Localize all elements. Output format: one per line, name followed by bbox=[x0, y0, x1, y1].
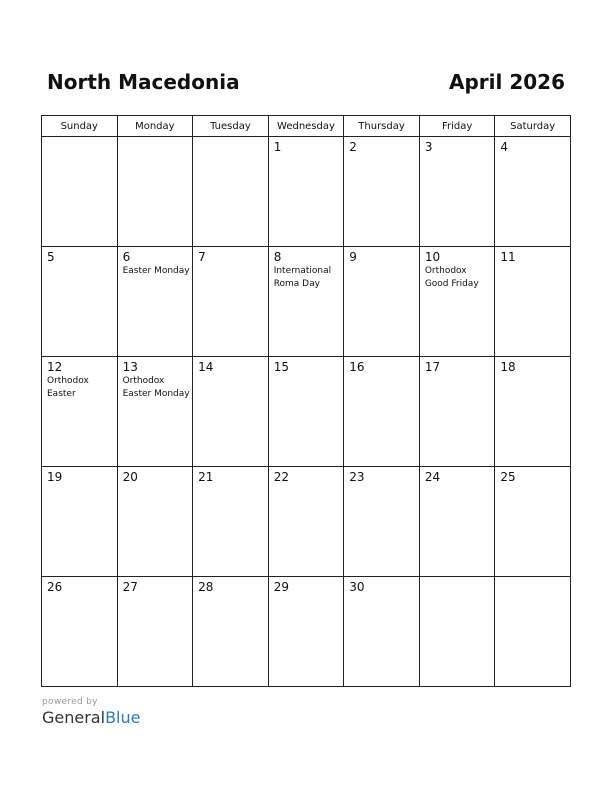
day-cell bbox=[193, 137, 269, 247]
day-cell bbox=[117, 467, 193, 577]
powered-by-label: powered by bbox=[42, 697, 98, 707]
day-number: 12 bbox=[47, 360, 63, 374]
day-number: 16 bbox=[349, 360, 365, 374]
week-row bbox=[42, 357, 571, 467]
footer bbox=[42, 697, 140, 727]
day-number: 25 bbox=[500, 470, 516, 484]
day-number: 14 bbox=[198, 360, 214, 374]
day-cell bbox=[42, 247, 118, 357]
day-cell bbox=[268, 357, 344, 467]
weekday-thursday: Thursday bbox=[344, 116, 420, 137]
day-cell bbox=[495, 137, 571, 247]
week-row bbox=[42, 577, 571, 687]
day-cell bbox=[495, 247, 571, 357]
holiday-label: Orthodox Easter Monday bbox=[122, 376, 190, 399]
weekday-friday: Friday bbox=[419, 116, 495, 137]
day-cell bbox=[117, 577, 193, 687]
day-cell bbox=[193, 467, 269, 577]
holiday-label: International Roma Day bbox=[273, 266, 332, 289]
day-cell bbox=[193, 247, 269, 357]
weekday-tuesday: Tuesday bbox=[193, 116, 269, 137]
day-cell bbox=[344, 357, 420, 467]
day-cell bbox=[42, 357, 118, 467]
day-cell bbox=[344, 247, 420, 357]
day-cell bbox=[117, 247, 193, 357]
week-row bbox=[42, 137, 571, 247]
weekday-sunday: Sunday bbox=[42, 116, 118, 137]
day-cell bbox=[419, 357, 495, 467]
day-cell bbox=[193, 577, 269, 687]
day-number: 24 bbox=[424, 470, 441, 484]
day-number: 18 bbox=[500, 360, 516, 374]
day-number: 1 bbox=[273, 140, 282, 154]
day-number: 30 bbox=[349, 580, 365, 594]
day-number: 13 bbox=[122, 360, 138, 374]
week-row bbox=[42, 467, 571, 577]
day-number: 6 bbox=[122, 250, 131, 264]
day-number: 17 bbox=[424, 360, 441, 374]
day-cell bbox=[42, 467, 118, 577]
holiday-label: Easter Monday bbox=[122, 266, 190, 276]
brand-part2: Blue bbox=[105, 708, 141, 727]
day-number: 4 bbox=[500, 140, 509, 154]
day-cell bbox=[268, 247, 344, 357]
day-cell bbox=[344, 577, 420, 687]
day-cell bbox=[268, 137, 344, 247]
day-cell bbox=[268, 577, 344, 687]
day-number: 7 bbox=[198, 250, 206, 264]
day-cell bbox=[193, 357, 269, 467]
day-number: 10 bbox=[424, 250, 441, 264]
day-cell bbox=[495, 577, 571, 687]
day-number: 5 bbox=[47, 250, 55, 264]
day-cell bbox=[419, 577, 495, 687]
day-number: 8 bbox=[273, 250, 282, 264]
weekday-header-row bbox=[42, 116, 571, 137]
day-cell bbox=[268, 467, 344, 577]
day-number: 29 bbox=[273, 580, 289, 594]
day-number: 28 bbox=[198, 580, 214, 594]
day-number: 26 bbox=[47, 580, 63, 594]
country-title: North Macedonia bbox=[47, 70, 240, 94]
day-cell bbox=[419, 247, 495, 357]
day-cell bbox=[344, 137, 420, 247]
day-number: 15 bbox=[273, 360, 289, 374]
calendar-header bbox=[47, 70, 565, 100]
day-cell bbox=[344, 467, 420, 577]
day-number: 27 bbox=[122, 580, 138, 594]
day-cell bbox=[419, 137, 495, 247]
weekday-saturday: Saturday bbox=[495, 116, 571, 137]
weekday-monday: Monday bbox=[117, 116, 193, 137]
weekday-wednesday: Wednesday bbox=[268, 116, 344, 137]
holiday-label: Orthodox Good Friday bbox=[424, 266, 479, 289]
day-number: 20 bbox=[122, 470, 138, 484]
calendar-grid bbox=[41, 115, 571, 687]
day-number: 3 bbox=[424, 140, 433, 154]
day-cell bbox=[419, 467, 495, 577]
day-number: 23 bbox=[349, 470, 365, 484]
day-cell bbox=[495, 357, 571, 467]
day-number: 22 bbox=[273, 470, 289, 484]
day-cell bbox=[42, 137, 118, 247]
day-number: 11 bbox=[500, 250, 516, 264]
week-row bbox=[42, 247, 571, 357]
day-number: 21 bbox=[198, 470, 214, 484]
day-cell bbox=[495, 467, 571, 577]
brand-part1: General bbox=[42, 708, 106, 727]
day-cell bbox=[42, 577, 118, 687]
generalblue-logo[interactable] bbox=[42, 708, 140, 727]
holiday-label: Orthodox Easter bbox=[47, 376, 89, 399]
day-cell bbox=[117, 357, 193, 467]
day-number: 9 bbox=[349, 250, 357, 264]
day-number: 19 bbox=[47, 470, 63, 484]
day-cell bbox=[117, 137, 193, 247]
month-title: April 2026 bbox=[449, 70, 565, 94]
day-number: 2 bbox=[349, 140, 357, 154]
